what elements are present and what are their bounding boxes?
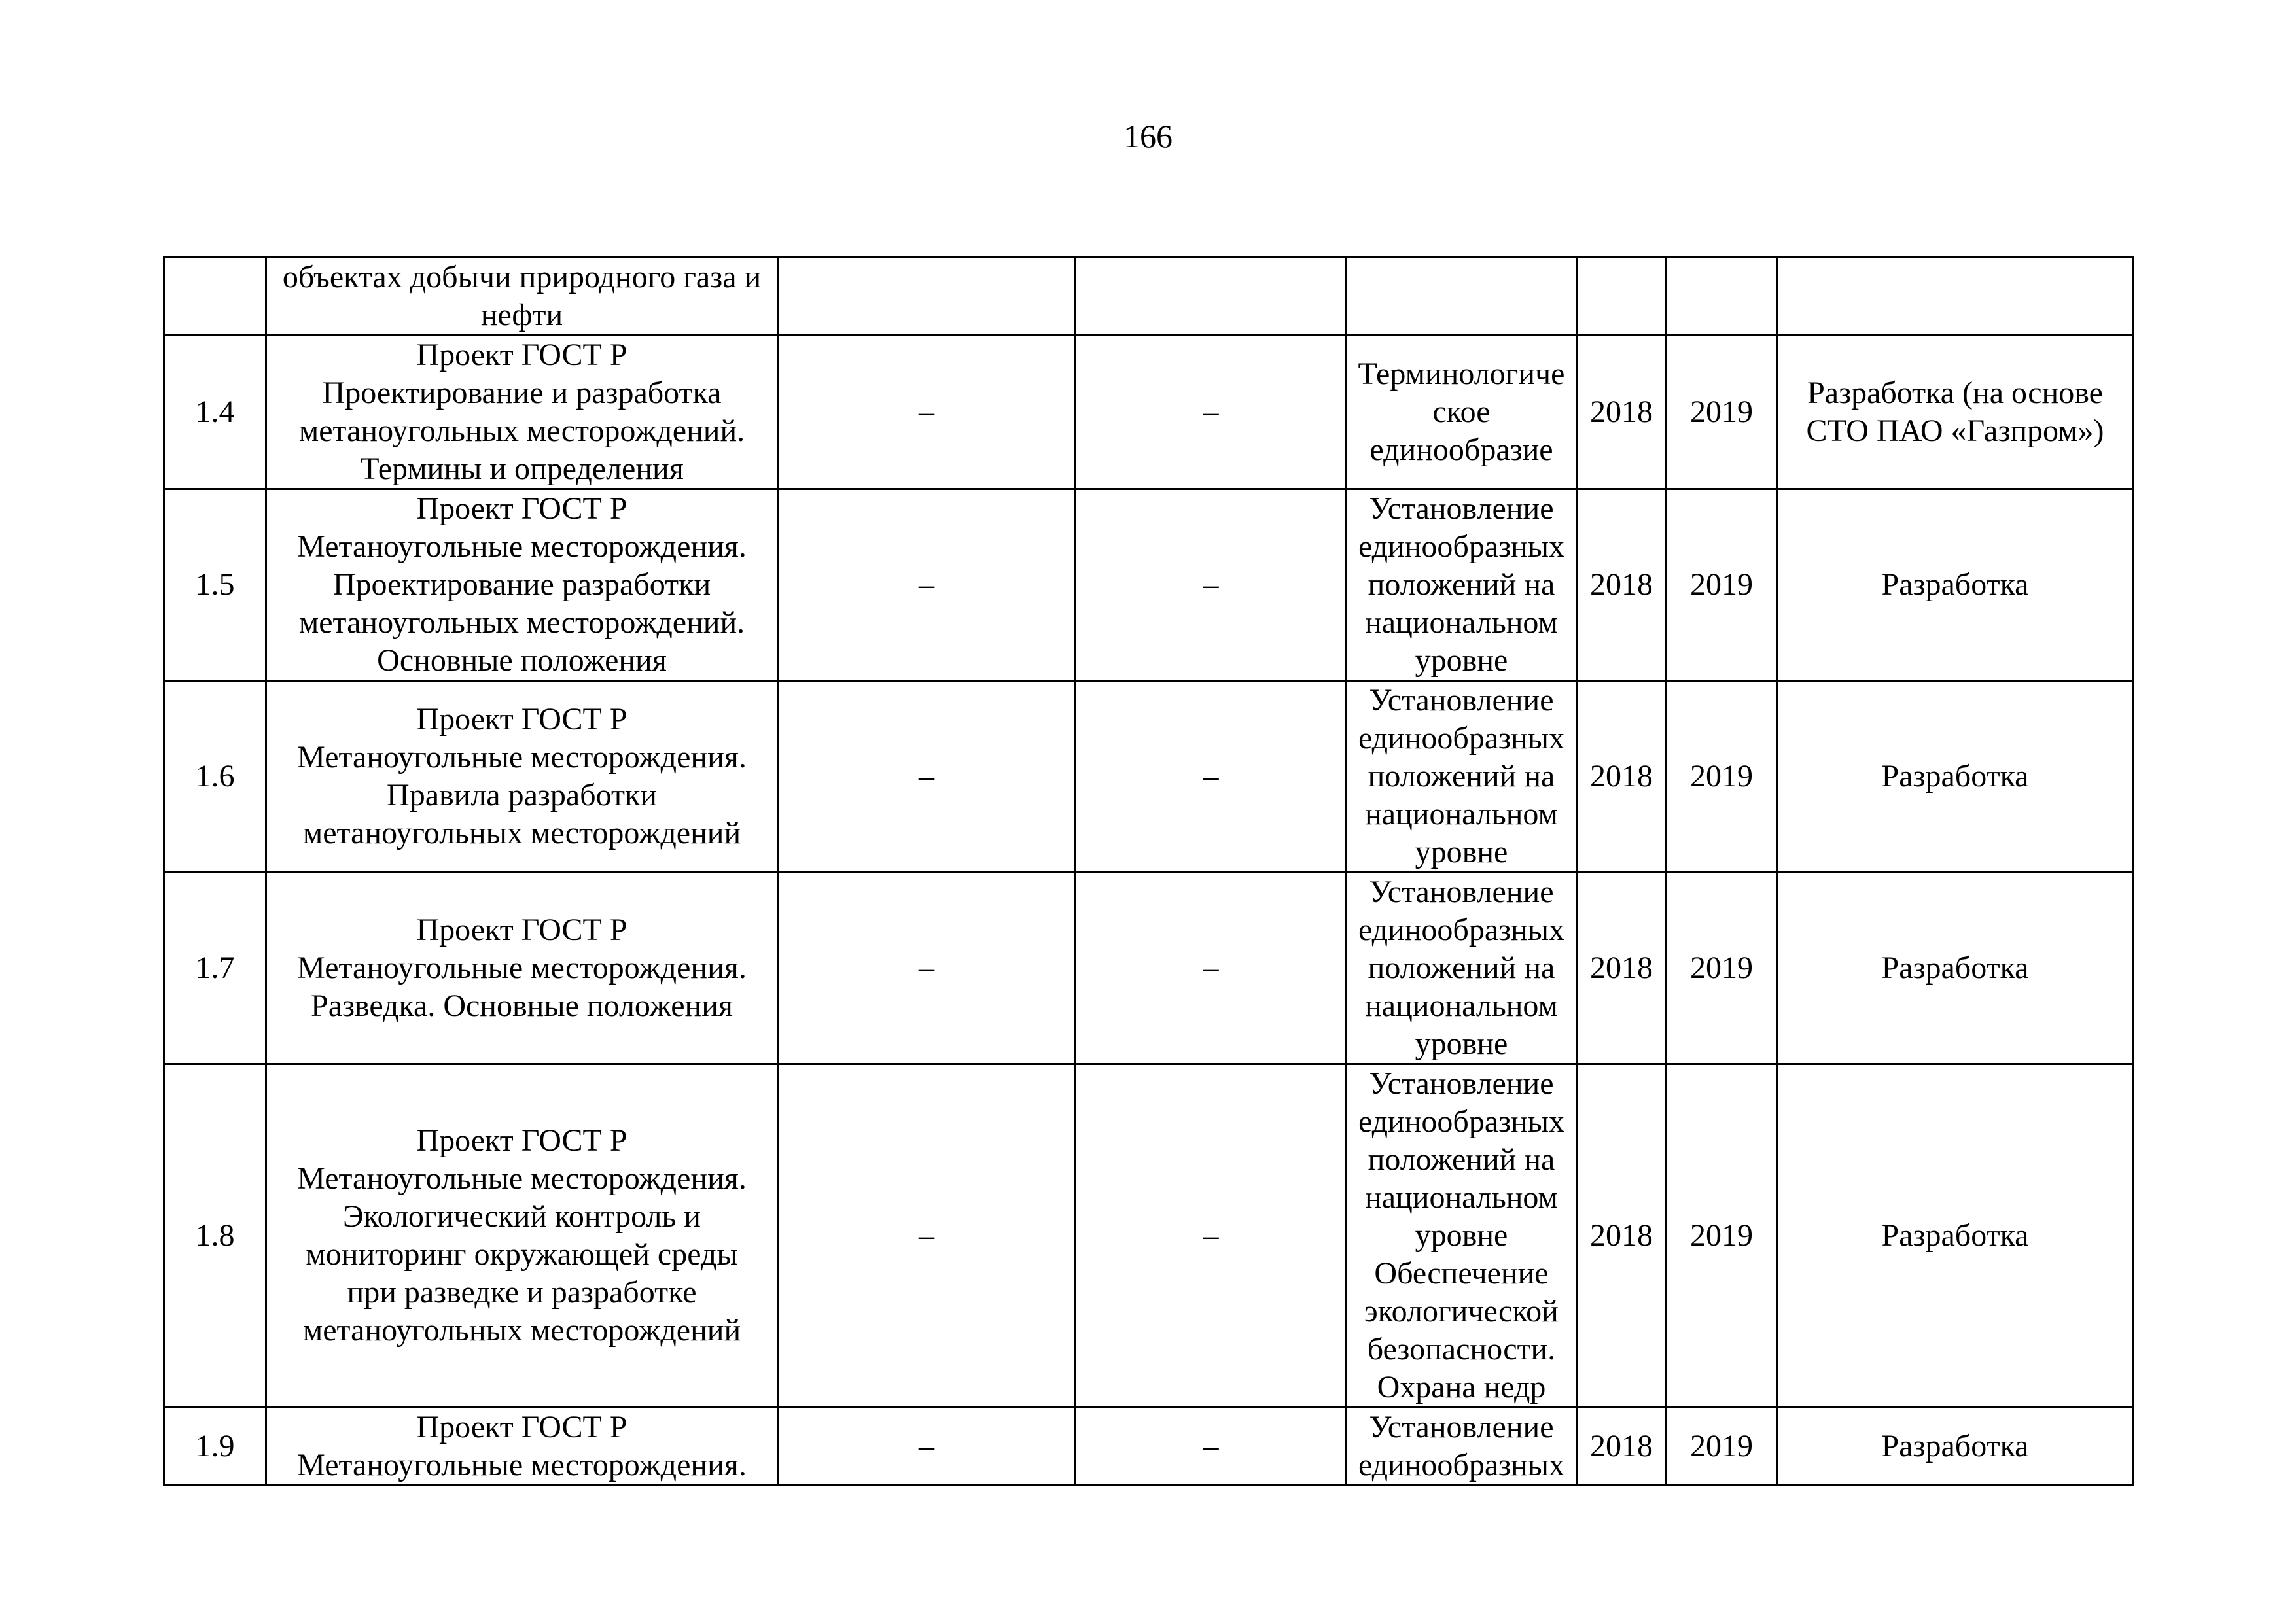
table-row bbox=[164, 1064, 2134, 1408]
work-type-cell: Разработка bbox=[1777, 489, 2134, 681]
column-3-cell: – bbox=[778, 1408, 1076, 1486]
table-row bbox=[164, 681, 2134, 873]
row-number-cell bbox=[164, 258, 266, 336]
standard-title-cell: Проект ГОСТ Р Проектирование и разработка метаноугольных месторождений. Термины и определения bbox=[266, 336, 778, 489]
table-row bbox=[164, 873, 2134, 1064]
end-year-cell: 2019 bbox=[1667, 681, 1777, 873]
goal-cell: Установление единообразных положений на национальном уровне bbox=[1347, 489, 1577, 681]
standard-title-cell: Проект ГОСТ Р Метаноугольные месторождения. Правила разработки метаноугольных месторождений bbox=[266, 681, 778, 873]
end-year-cell: 2019 bbox=[1667, 1408, 1777, 1486]
column-3-cell: – bbox=[778, 873, 1076, 1064]
standard-title-cell: Проект ГОСТ Р Метаноугольные месторождения. Разведка. Основные положения bbox=[266, 873, 778, 1064]
column-4-cell: – bbox=[1076, 1064, 1347, 1408]
start-year-cell: 2018 bbox=[1577, 873, 1667, 1064]
column-4-cell: – bbox=[1076, 681, 1347, 873]
table-row bbox=[164, 489, 2134, 681]
column-3-cell bbox=[778, 258, 1076, 336]
start-year-cell: 2018 bbox=[1577, 489, 1667, 681]
work-type-cell bbox=[1777, 258, 2134, 336]
row-number-cell: 1.8 bbox=[164, 1064, 266, 1408]
goal-cell: Установление единообразных положений на национальном уровне Обеспечение экологической безопасности. Охрана недр bbox=[1347, 1064, 1577, 1408]
column-3-cell: – bbox=[778, 1064, 1076, 1408]
table-row bbox=[164, 1408, 2134, 1486]
work-type-cell: Разработка (на основе СТО ПАО «Газпром») bbox=[1777, 336, 2134, 489]
column-4-cell: – bbox=[1076, 873, 1347, 1064]
standards-plan-table bbox=[163, 256, 2134, 1486]
end-year-cell bbox=[1667, 258, 1777, 336]
row-number-cell: 1.4 bbox=[164, 336, 266, 489]
column-4-cell: – bbox=[1076, 336, 1347, 489]
standard-title-cell: Проект ГОСТ Р Метаноугольные месторождения. Проектирование разработки метаноугольных месторождений. Основные положения bbox=[266, 489, 778, 681]
row-number-cell: 1.7 bbox=[164, 873, 266, 1064]
end-year-cell: 2019 bbox=[1667, 873, 1777, 1064]
goal-cell: Установление единообразных bbox=[1347, 1408, 1577, 1486]
row-number-cell: 1.9 bbox=[164, 1408, 266, 1486]
goal-cell: Установление единообразных положений на национальном уровне bbox=[1347, 873, 1577, 1064]
goal-cell bbox=[1347, 258, 1577, 336]
end-year-cell: 2019 bbox=[1667, 336, 1777, 489]
goal-cell: Терминологиче ское единообразие bbox=[1347, 336, 1577, 489]
standard-title-cell: Проект ГОСТ Р Метаноугольные месторождения. bbox=[266, 1408, 778, 1486]
column-4-cell: – bbox=[1076, 1408, 1347, 1486]
end-year-cell: 2019 bbox=[1667, 1064, 1777, 1408]
work-type-cell: Разработка bbox=[1777, 1064, 2134, 1408]
table-row bbox=[164, 336, 2134, 489]
column-4-cell bbox=[1076, 258, 1347, 336]
start-year-cell: 2018 bbox=[1577, 336, 1667, 489]
work-type-cell: Разработка bbox=[1777, 873, 2134, 1064]
page-number: 166 bbox=[1123, 118, 1173, 154]
start-year-cell: 2018 bbox=[1577, 681, 1667, 873]
row-number-cell: 1.5 bbox=[164, 489, 266, 681]
column-4-cell: – bbox=[1076, 489, 1347, 681]
table-row bbox=[164, 258, 2134, 336]
column-3-cell: – bbox=[778, 489, 1076, 681]
work-type-cell: Разработка bbox=[1777, 1408, 2134, 1486]
standard-title-cell: Проект ГОСТ Р Метаноугольные месторождения. Экологический контроль и мониторинг окружающей среды при разведке и разработке метаноугольных месторождений bbox=[266, 1064, 778, 1408]
start-year-cell bbox=[1577, 258, 1667, 336]
start-year-cell: 2018 bbox=[1577, 1064, 1667, 1408]
goal-cell: Установление единообразных положений на национальном уровне bbox=[1347, 681, 1577, 873]
work-type-cell: Разработка bbox=[1777, 681, 2134, 873]
standard-title-cell: объектах добычи природного газа и нефти bbox=[266, 258, 778, 336]
column-3-cell: – bbox=[778, 681, 1076, 873]
column-3-cell: – bbox=[778, 336, 1076, 489]
row-number-cell: 1.6 bbox=[164, 681, 266, 873]
end-year-cell: 2019 bbox=[1667, 489, 1777, 681]
start-year-cell: 2018 bbox=[1577, 1408, 1667, 1486]
